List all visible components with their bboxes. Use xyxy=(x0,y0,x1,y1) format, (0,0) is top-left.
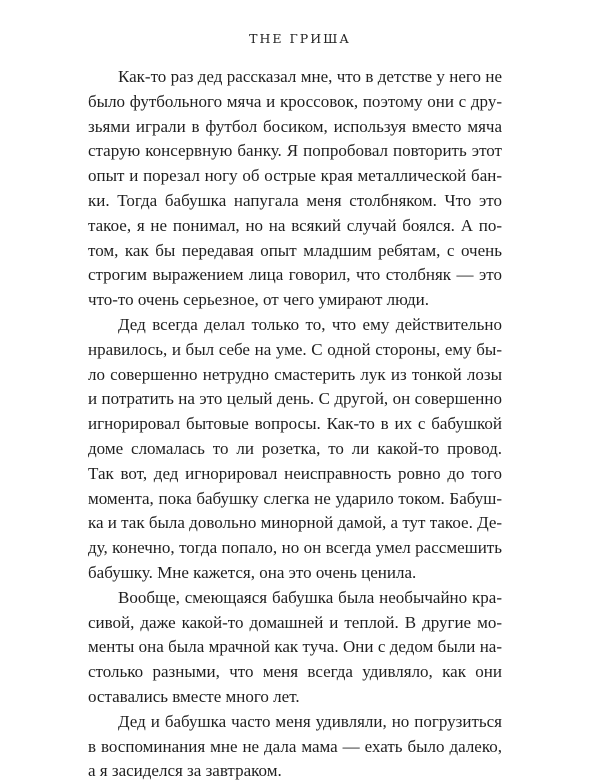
text-line: игнорировал бытовые вопросы. Как-то в их с бабушкой xyxy=(88,414,502,434)
paragraph-1 xyxy=(88,65,502,313)
text-line: оставались вместе много лет. xyxy=(88,686,300,706)
text-line: ло совершенно нетрудно смастерить лук из тонкой лозы xyxy=(88,364,502,384)
text-line: сивой, даже какой-то домашней и теплой. В другие мо- xyxy=(88,612,502,632)
text-line: в воспоминания мне не дала мама — ехать было далеко, xyxy=(88,736,502,756)
text-line: Дед всегда делал только то, что ему действительно xyxy=(118,314,502,334)
paragraph-3 xyxy=(88,586,502,710)
text-line: Как-то раз дед рассказал мне, что в детстве у него не xyxy=(118,67,502,86)
text-line: что-то очень серьезное, от чего умирают люди. xyxy=(88,290,429,310)
text-line: такое, я не понимал, но на всякий случай боялся. А по- xyxy=(88,215,502,235)
text-line: ка и так была довольно минорной дамой, а тут такое. Де- xyxy=(88,513,502,533)
text-line: бабушку. Мне кажется, она это очень ценила. xyxy=(88,562,417,582)
text-line: зьями играли в футбол босиком, используя вместо мяча xyxy=(88,116,502,136)
text-line: старую консервную банку. Я попробовал повторить этот xyxy=(88,141,502,161)
text-line: было футбольного мяча и кроссовок, поэтому они с дру- xyxy=(88,91,502,111)
body-text xyxy=(88,65,502,784)
text-line: столько разными, что меня всегда удивляло, как они xyxy=(88,662,502,682)
text-line: Дед и бабушка часто меня удивляли, но погрузиться xyxy=(118,711,502,731)
text-line: доме сломалась то ли розетка, то ли какой-то провод. xyxy=(88,438,502,458)
text-line: нравилось, и был себе на уме. С одной стороны, ему бы- xyxy=(88,339,502,359)
text-line: а я засиделся за завтраком. xyxy=(88,761,282,781)
text-line: том, как бы передавая опыт младшим ребятам, с очень xyxy=(88,240,502,260)
text-line: Так вот, дед игнорировал неисправность ровно до того xyxy=(88,463,502,483)
text-line: ду, конечно, тогда попало, но он всегда умел рассмешить xyxy=(88,538,502,558)
text-line: момента, пока бабушку слегка не ударило током. Бабуш- xyxy=(88,488,502,508)
text-line: строгим выражением лица говорил, что столбняк — это xyxy=(88,265,502,285)
text-line: менты она была мрачной как туча. Они с дедом были на- xyxy=(88,637,502,657)
paragraph-4 xyxy=(88,710,502,784)
running-head-title: THE ГРИША xyxy=(249,31,351,46)
paragraph-2 xyxy=(88,313,502,586)
text-line: Вообще, смеющаяся бабушка была необычайно кра- xyxy=(118,587,502,607)
text-line: опыт и порезал ногу об острые края металлической бан- xyxy=(88,166,502,186)
text-line: и потратить на это целый день. С другой, он совершенно xyxy=(88,389,502,409)
text-line: ки. Тогда бабушка напугала меня столбняком. Что это xyxy=(88,190,502,210)
